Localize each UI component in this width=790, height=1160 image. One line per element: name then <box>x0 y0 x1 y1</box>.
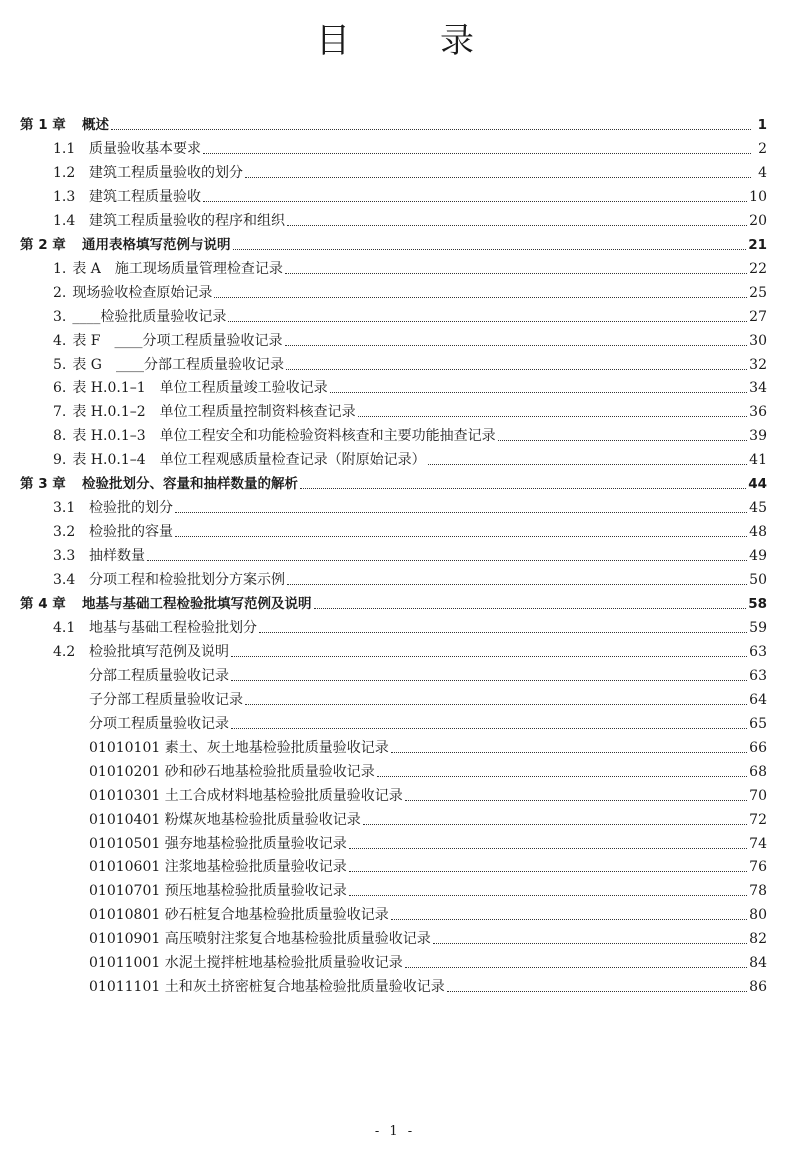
toc-entry-page: 58 <box>748 596 767 612</box>
toc-entry[interactable] <box>0 519 790 541</box>
toc-entry-number: 3.2 <box>53 524 76 541</box>
toc-entry-label <box>89 954 403 972</box>
toc-entry-title: 01010601 注浆地基检验批质量验收记录 <box>89 859 347 876</box>
toc-entry-title: 建筑工程质量验收的程序和组织 <box>89 212 285 229</box>
dot-leader <box>111 129 751 130</box>
toc-entry-label <box>89 882 347 900</box>
toc-entry-page: 86 <box>749 979 767 996</box>
toc-entry-title: 检验批的划分 <box>89 500 173 517</box>
toc-entry-label <box>53 332 283 350</box>
toc-entry[interactable] <box>0 112 790 134</box>
toc-entry[interactable] <box>0 759 790 781</box>
toc-entry-page: 25 <box>749 284 767 301</box>
dot-leader <box>245 177 751 178</box>
toc-entry[interactable] <box>0 663 790 685</box>
toc-entry-page: 34 <box>749 380 767 397</box>
dot-leader <box>349 871 747 872</box>
toc-entry[interactable] <box>0 471 790 493</box>
toc-entry-title: 表 H.0.1–1 单位工程质量竣工验收记录 <box>72 380 328 397</box>
toc-entry-number: 4.1 <box>53 619 76 636</box>
toc-entry-label <box>89 930 431 948</box>
toc-entry-title: 抽样数量 <box>89 548 145 565</box>
toc-entry[interactable] <box>0 974 790 996</box>
toc-entry-number: 4. <box>53 332 67 349</box>
toc-entry-page: 59 <box>749 619 767 636</box>
toc-entry-title: 检验批划分、容量和抽样数量的解析 <box>82 476 298 493</box>
toc-entry[interactable] <box>0 878 790 900</box>
toc-entry-title: 质量验收基本要求 <box>89 140 201 157</box>
dot-leader <box>203 153 751 154</box>
toc-entry[interactable] <box>0 926 790 948</box>
toc-entry-page: 72 <box>749 811 767 828</box>
toc-entry-title: 01011101 土和灰土挤密桩复合地基检验批质量验收记录 <box>89 979 445 996</box>
toc-entry-number: 1. <box>53 260 67 277</box>
dot-leader <box>391 919 747 920</box>
toc-entry-number: 2. <box>53 284 67 301</box>
page-title: 目 录 <box>316 21 502 61</box>
toc-entry-label <box>53 140 201 158</box>
toc-entry-number: 第 2 章 <box>20 236 66 253</box>
toc-entry-number: 4.2 <box>53 643 76 660</box>
toc-entry-title: 概述 <box>82 117 109 133</box>
toc-entry-number: 7. <box>53 404 67 421</box>
toc-entry-label <box>53 427 496 445</box>
dot-leader <box>286 369 747 370</box>
toc-entry-title: 表 F ____分项工程质量验收记录 <box>72 332 283 349</box>
toc-entry-label <box>53 571 285 589</box>
toc-entry[interactable] <box>0 711 790 733</box>
toc-entry-title: 分项工程和检验批划分方案示例 <box>89 572 285 589</box>
toc-entry-label <box>53 284 212 302</box>
dot-leader <box>285 345 748 346</box>
toc-entry-page: 82 <box>749 931 767 948</box>
dot-leader <box>428 464 748 465</box>
toc-entry-number: 6. <box>53 380 67 397</box>
dot-leader <box>231 728 747 729</box>
toc-entry-page: 49 <box>749 548 767 565</box>
toc-entry-page: 63 <box>749 643 767 660</box>
toc-entry-page: 45 <box>749 500 767 517</box>
toc-entry-number: 第 3 章 <box>20 476 66 493</box>
toc-entry-label <box>89 739 389 757</box>
toc-entry-label <box>53 308 226 326</box>
toc-entry[interactable] <box>0 615 790 637</box>
toc-entry-page: 74 <box>749 835 767 852</box>
dot-leader <box>245 704 747 705</box>
toc-entry-number: 第 4 章 <box>20 596 66 612</box>
toc-entry-page: 80 <box>749 907 767 924</box>
dot-leader <box>231 656 747 657</box>
dot-leader <box>391 752 747 753</box>
toc-entry-page: 64 <box>749 691 767 708</box>
toc-entry-title: 检验批填写范例及说明 <box>89 643 229 660</box>
dot-leader <box>349 895 747 896</box>
toc-entry-page: 32 <box>749 356 767 373</box>
dot-leader <box>405 967 747 968</box>
toc-entry-title: ____检验批质量验收记录 <box>72 308 227 325</box>
toc-entry-number: 1.4 <box>53 212 76 229</box>
toc-entry-label <box>53 451 426 469</box>
toc-entry-label <box>89 667 229 685</box>
toc-entry[interactable] <box>0 950 790 972</box>
dot-leader <box>175 536 747 537</box>
dot-leader <box>405 800 747 801</box>
toc-entry-page: 2 <box>758 140 767 157</box>
toc-entry[interactable] <box>0 543 790 565</box>
dot-leader <box>228 321 747 322</box>
toc-entry-title: 01010201 砂和砂石地基检验批质量验收记录 <box>89 763 375 780</box>
toc-entry-title: 表 G ____分部工程质量验收记录 <box>72 356 284 373</box>
toc-entry-label <box>89 858 347 876</box>
toc-entry-page: 20 <box>749 212 767 229</box>
toc-entry-label <box>89 715 229 733</box>
dot-leader <box>300 488 746 489</box>
toc-entry[interactable] <box>0 232 790 254</box>
toc-entry[interactable] <box>0 687 790 709</box>
toc-entry-label <box>53 260 283 278</box>
toc-entry-label <box>20 236 231 254</box>
toc-entry-title: 表 H.0.1–3 单位工程安全和功能检验资料核查和主要功能抽查记录 <box>72 428 496 445</box>
toc-entry-number: 3.3 <box>53 548 76 565</box>
toc-entry-title: 01010101 素土、灰土地基检验批质量验收记录 <box>89 739 389 756</box>
toc-entry-page: 22 <box>749 260 767 277</box>
toc-entry-title: 通用表格填写范例与说明 <box>82 236 231 253</box>
toc-entry[interactable] <box>0 423 790 445</box>
dot-leader <box>214 297 747 298</box>
toc-entry-number: 第 1 章 <box>20 117 66 133</box>
toc-entry-label <box>53 523 173 541</box>
toc-entry-label <box>53 499 173 517</box>
toc-entry-number: 1.1 <box>53 140 76 157</box>
dot-leader <box>287 584 747 585</box>
toc-entry-label <box>53 619 257 637</box>
toc-entry-page: 76 <box>749 859 767 876</box>
toc-entry[interactable] <box>0 256 790 278</box>
toc-entry[interactable] <box>0 807 790 829</box>
toc-entry-page: 27 <box>749 308 767 325</box>
toc-entry-title: 子分部工程质量验收记录 <box>89 691 243 708</box>
toc-entry-page: 63 <box>749 667 767 684</box>
toc-entry-page: 65 <box>749 715 767 732</box>
toc-entry-page: 68 <box>749 763 767 780</box>
toc-entry[interactable] <box>0 136 790 158</box>
dot-leader <box>314 608 747 609</box>
toc-entry[interactable] <box>0 352 790 374</box>
toc-entry-title: 表 H.0.1–2 单位工程质量控制资料核查记录 <box>72 404 356 421</box>
dot-leader <box>147 560 747 561</box>
toc-entry-title: 01010701 预压地基检验批质量验收记录 <box>89 883 347 900</box>
dot-leader <box>349 848 747 849</box>
toc-entry[interactable] <box>0 902 790 924</box>
toc-entry[interactable] <box>0 208 790 230</box>
toc-entry-title: 地基与基础工程检验批划分 <box>89 619 257 636</box>
toc-entry-title: 建筑工程质量验收 <box>89 188 201 205</box>
toc-entry-title: 01010301 土工合成材料地基检验批质量验收记录 <box>89 787 403 804</box>
dot-leader <box>203 201 747 202</box>
toc-entry-title: 检验批的容量 <box>89 524 173 541</box>
toc-entry-number: 9. <box>53 452 67 469</box>
dot-leader <box>231 680 747 681</box>
toc-entry[interactable] <box>0 783 790 805</box>
toc-entry-label <box>53 188 201 206</box>
toc-entry-title: 分项工程质量验收记录 <box>89 715 229 732</box>
toc-entry[interactable] <box>0 735 790 757</box>
toc-entry-number: 3.1 <box>53 500 76 517</box>
toc-entry-number: 1.2 <box>53 164 76 181</box>
toc-entry-page: 48 <box>749 524 767 541</box>
toc-entry[interactable] <box>0 447 790 469</box>
toc-entry-page: 4 <box>758 164 767 181</box>
toc-entry-label <box>89 763 375 781</box>
dot-leader <box>363 824 747 825</box>
toc-entry-label <box>53 403 356 421</box>
toc-entry-title: 01010501 强夯地基检验批质量验收记录 <box>89 835 347 852</box>
toc-entry-label <box>89 906 389 924</box>
toc-entry-page: 70 <box>749 787 767 804</box>
toc-entry-page: 44 <box>748 476 767 493</box>
toc-entry-title: 分部工程质量验收记录 <box>89 667 229 684</box>
toc-entry-label <box>53 547 145 565</box>
toc-entry[interactable] <box>0 375 790 397</box>
toc-entry-label <box>89 787 403 805</box>
toc-entry[interactable] <box>0 591 790 613</box>
toc-entry-page: 1 <box>757 117 767 133</box>
toc-entry-title: 现场验收检查原始记录 <box>72 284 213 301</box>
dot-leader <box>233 249 747 250</box>
page-number: - 1 - <box>374 1124 416 1139</box>
toc-entry[interactable] <box>0 328 790 350</box>
toc-entry[interactable] <box>0 304 790 326</box>
toc-entry-label <box>53 643 229 661</box>
toc-entry-page: 41 <box>749 452 767 469</box>
toc-entry[interactable] <box>0 567 790 589</box>
toc-entry-page: 30 <box>749 332 767 349</box>
toc-entry-label <box>53 379 328 397</box>
toc-entry[interactable] <box>0 831 790 853</box>
dot-leader <box>330 392 748 393</box>
toc-entry[interactable] <box>0 854 790 876</box>
toc-entry-title: 表 H.0.1–4 单位工程观感质量检查记录（附原始记录） <box>72 452 426 469</box>
toc-entry[interactable] <box>0 280 790 302</box>
toc-entry-page: 50 <box>749 572 767 589</box>
toc-entry-title: 01010801 砂石桩复合地基检验批质量验收记录 <box>89 907 389 924</box>
toc-entry-page: 78 <box>749 883 767 900</box>
toc-entry-number: 3.4 <box>53 572 76 589</box>
toc-entry-title: 表 A 施工现场质量管理检查记录 <box>72 260 283 277</box>
toc-entry-label <box>89 835 347 853</box>
toc-entry-page: 39 <box>749 428 767 445</box>
toc-entry-label <box>53 356 284 374</box>
dot-leader <box>285 273 747 274</box>
toc-entry-number: 8. <box>53 428 67 445</box>
dot-leader <box>287 225 747 226</box>
toc-entry-label <box>89 691 243 709</box>
toc-entry-label <box>89 978 445 996</box>
dot-leader <box>377 776 747 777</box>
toc-entry-number: 3. <box>53 308 67 325</box>
toc-entry-page: 21 <box>748 236 767 253</box>
toc-entry-number: 5. <box>53 356 67 373</box>
dot-leader <box>433 943 747 944</box>
toc-entry[interactable] <box>0 184 790 206</box>
toc-entry-page: 36 <box>749 404 767 421</box>
toc-entry-title: 01011001 水泥土搅拌桩地基检验批质量验收记录 <box>89 955 403 972</box>
toc-entry-label <box>20 595 312 613</box>
toc-entry-title: 01010901 高压喷射注浆复合地基检验批质量验收记录 <box>89 931 431 948</box>
toc-entry-page: 10 <box>749 188 767 205</box>
dot-leader <box>259 632 747 633</box>
toc-entry-label <box>20 475 298 493</box>
toc-entry-label <box>53 212 285 230</box>
dot-leader <box>175 512 747 513</box>
toc-entry-title: 01010401 粉煤灰地基检验批质量验收记录 <box>89 811 361 828</box>
toc-entry[interactable] <box>0 399 790 421</box>
toc-entry-label <box>53 164 243 182</box>
toc-entry-label <box>20 116 109 134</box>
toc-entry-label <box>89 811 361 829</box>
dot-leader <box>447 991 747 992</box>
toc-entry-page: 66 <box>749 739 767 756</box>
toc-entry-title: 建筑工程质量验收的划分 <box>89 164 243 181</box>
toc-entry[interactable] <box>0 639 790 661</box>
toc-entry-number: 1.3 <box>53 188 76 205</box>
dot-leader <box>498 440 748 441</box>
toc-entry-page: 84 <box>749 955 767 972</box>
toc-entry-title: 地基与基础工程检验批填写范例及说明 <box>82 596 312 612</box>
toc-entry[interactable] <box>0 160 790 182</box>
dot-leader <box>358 416 748 417</box>
toc-entry[interactable] <box>0 495 790 517</box>
